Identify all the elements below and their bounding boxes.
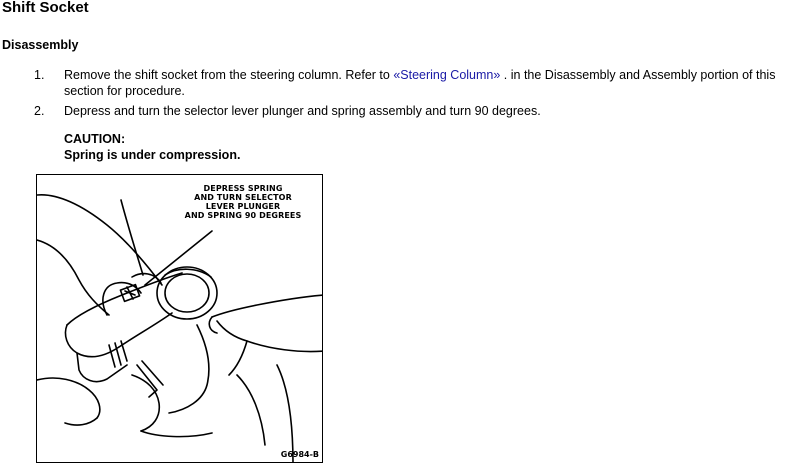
illustration-callout xyxy=(177,184,309,220)
page-title: Shift Socket xyxy=(2,0,89,16)
step-text: Depress and turn the selector lever plunger and spring assembly and turn 90 degrees. xyxy=(64,104,541,118)
step-text-after: . in the Disassembly and Assembly portion of this section for procedure. xyxy=(64,68,776,98)
step-number: 1. xyxy=(34,68,45,82)
callout-line: AND TURN SELECTOR xyxy=(194,193,292,202)
caution-label: CAUTION: xyxy=(64,132,126,146)
caution-note xyxy=(64,131,240,163)
callout-line: DEPRESS SPRING xyxy=(203,184,283,193)
caution-text: Spring is under compression. xyxy=(64,148,241,162)
steering-column-link[interactable]: «Steering Column» xyxy=(393,68,501,82)
step-text xyxy=(64,67,800,99)
figure-id: G6984-B xyxy=(280,450,319,459)
callout-line: LEVER PLUNGER xyxy=(205,202,281,211)
procedure-illustration xyxy=(36,174,323,463)
callout-line: AND SPRING 90 DEGREES xyxy=(184,211,302,220)
step-text-before: Remove the shift socket from the steering column. Refer to xyxy=(64,68,394,82)
section-heading: Disassembly xyxy=(2,38,79,52)
step-number: 2. xyxy=(34,104,45,118)
